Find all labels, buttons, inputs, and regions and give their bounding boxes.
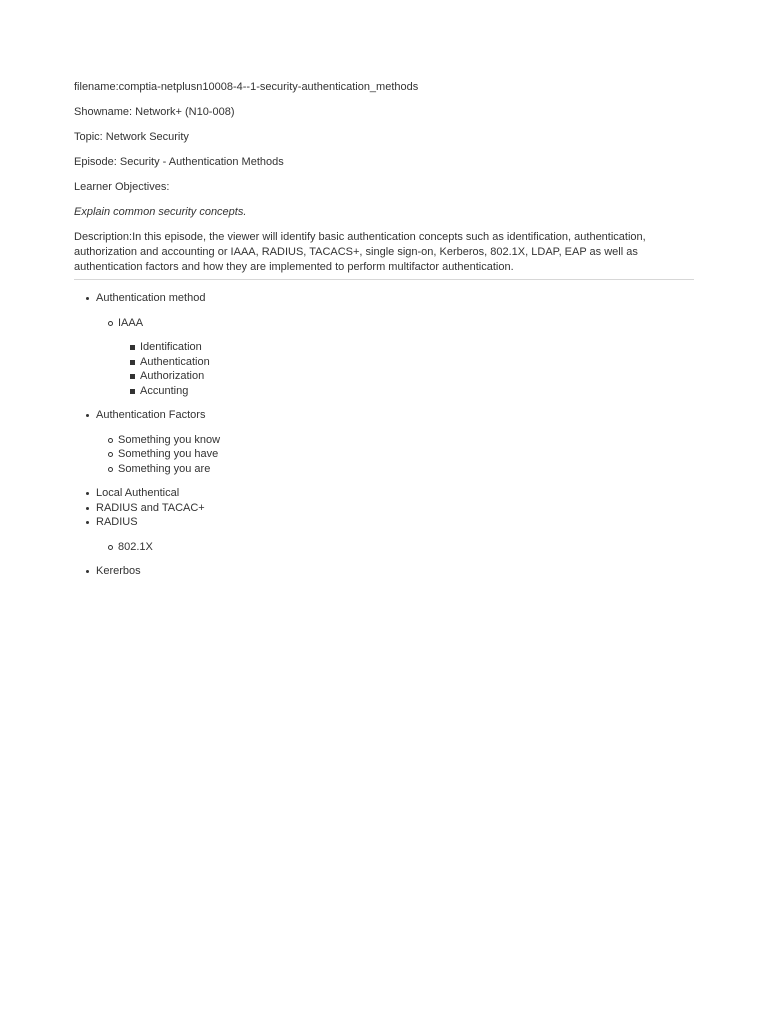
topic-line: Topic: Network Security xyxy=(74,131,189,143)
outline-item-radius: RADIUS xyxy=(96,516,138,528)
list-item: Identification xyxy=(140,340,694,355)
outline-list xyxy=(96,291,694,579)
list-item: Local Authentical xyxy=(96,486,694,501)
list-item: Authentication xyxy=(140,355,694,370)
sub-list xyxy=(118,316,694,399)
objectives-label: Learner Objectives: xyxy=(74,181,170,193)
sub-sub-list xyxy=(140,340,694,398)
list-item: RADIUS and TACAC+ xyxy=(96,501,694,516)
sub-list xyxy=(118,433,694,477)
list-item xyxy=(118,316,694,399)
document-content xyxy=(74,80,694,579)
list-item xyxy=(96,515,694,554)
showname-line: Showname: Network+ (N10-008) xyxy=(74,106,235,118)
list-item: Accunting xyxy=(140,384,694,399)
sub-list xyxy=(118,540,694,555)
outline-item-authentication-factors: Authentication Factors xyxy=(96,409,206,421)
episode-line: Episode: Security - Authentication Methods xyxy=(74,156,284,168)
list-item: Authorization xyxy=(140,369,694,384)
list-item xyxy=(96,408,694,476)
list-item: Kererbos xyxy=(96,564,694,579)
objective-text: Explain common security concepts. xyxy=(74,206,247,218)
list-item: Something you are xyxy=(118,462,694,477)
divider xyxy=(74,279,694,280)
description-text: Description:In this episode, the viewer will identify basic authentication concepts such as identification, authentication, authorization and accounting or IAAA, RADIUS, TACACS+, single sign-on, Kerberos, 802.1X, LDAP, EAP as well as authentication factors and how they are implemented to perform multifactor authentication. xyxy=(74,231,646,273)
list-item xyxy=(96,291,694,398)
list-item: Something you have xyxy=(118,447,694,462)
list-item: 802.1X xyxy=(118,540,694,555)
list-item: Something you know xyxy=(118,433,694,448)
outline-item-authentication-method: Authentication method xyxy=(96,292,206,304)
filename-line: filename:comptia-netplusn10008-4--1-security-authentication_methods xyxy=(74,81,419,93)
outline-item-iaaa: IAAA xyxy=(118,316,144,329)
